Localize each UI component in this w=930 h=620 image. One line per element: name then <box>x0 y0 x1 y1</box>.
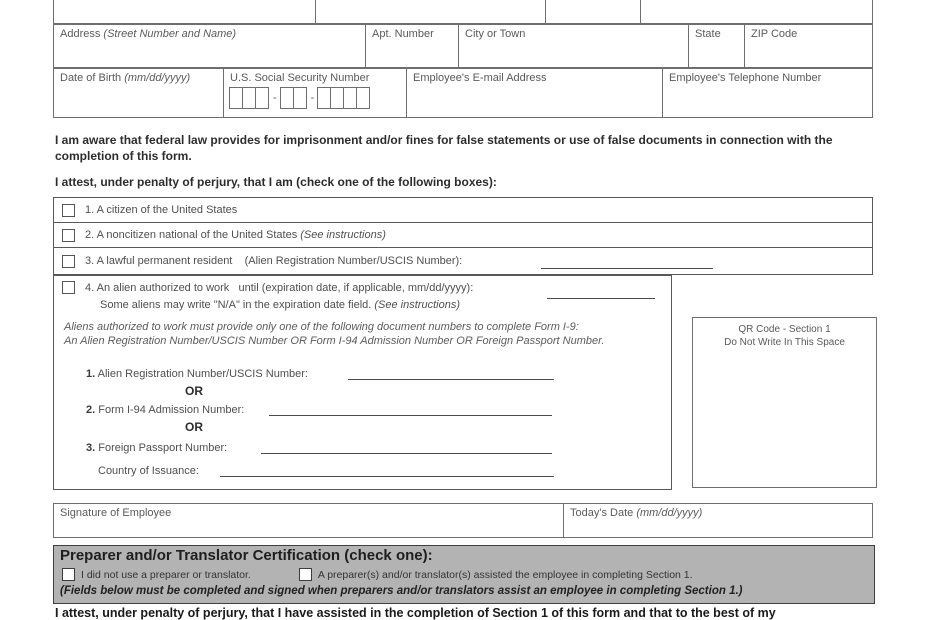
option-citizen-row[interactable] <box>53 197 873 223</box>
ssn-boxes[interactable] <box>230 87 400 109</box>
ssn-label: U.S. Social Security Number <box>230 72 370 84</box>
option-noncitizen-hint: (See instructions) <box>300 229 386 241</box>
preparer-attest-statement: I attest, under penalty of perjury, that I have assisted in the completion of Section 1 of this form and that to the best of my <box>55 606 776 620</box>
middle-initial-field[interactable] <box>546 0 641 23</box>
checkbox-permanent-resident[interactable] <box>62 255 75 268</box>
signature-row <box>53 503 873 538</box>
state-label: State <box>695 28 721 40</box>
todays-date-label: Today's Date <box>570 507 637 519</box>
address-hint: (Street Number and Name) <box>103 28 237 40</box>
zip-label: ZIP Code <box>751 28 798 40</box>
name-row <box>53 0 873 24</box>
option-resident-label: 3. A lawful permanent resident <box>85 255 245 267</box>
option-noncitizen-national-row[interactable] <box>53 222 873 248</box>
option-citizen-label: 1. A citizen of the United States <box>85 204 238 216</box>
city-field[interactable] <box>459 25 689 67</box>
ssn-digit-box[interactable] <box>317 87 331 109</box>
dob-field[interactable] <box>54 69 224 117</box>
address-field[interactable] <box>54 25 366 67</box>
first-name-field[interactable] <box>316 0 546 23</box>
alien-docs-intro-line2: An Alien Registration Number/USCIS Number OR Form I-94 Admission Number OR Foreign Passport Number. <box>64 335 605 347</box>
qr-box-line1: QR Code - Section 1 <box>738 324 831 335</box>
alien-note-hint: (See instructions) <box>374 299 460 311</box>
no-preparer-label: I did not use a preparer or translator. <box>81 568 251 581</box>
address-row <box>53 24 873 68</box>
todays-date-hint: (mm/dd/yyyy) <box>636 507 703 519</box>
ssn-digit-box[interactable] <box>356 87 370 109</box>
state-field[interactable] <box>689 25 745 67</box>
todays-date-field[interactable] <box>564 504 872 537</box>
option-permanent-resident-row[interactable] <box>53 247 873 275</box>
or-separator-2: OR <box>185 420 203 434</box>
option-resident-suffix: (Alien Registration Number/USCIS Number): <box>244 255 463 267</box>
foreign-passport-item: 3. Foreign Passport Number: <box>86 442 228 454</box>
ssn-digit-box[interactable] <box>242 87 256 109</box>
last-name-field[interactable] <box>54 0 316 23</box>
phone-field[interactable] <box>663 69 872 117</box>
ssn-digit-box[interactable] <box>343 87 357 109</box>
email-label: Employee's E-mail Address <box>413 72 547 84</box>
employee-signature-field[interactable] <box>54 504 564 537</box>
ssn-digit-box[interactable] <box>280 87 294 109</box>
or-separator-1: OR <box>185 384 203 398</box>
dob-ssn-row <box>53 68 873 118</box>
other-last-names-field[interactable] <box>641 0 872 23</box>
zip-field[interactable] <box>745 25 872 67</box>
preparer-section-title: Preparer and/or Translator Certification (check one): <box>60 547 433 564</box>
checkbox-alien-authorized[interactable] <box>62 281 75 294</box>
alien-registration-number-line[interactable] <box>348 378 554 380</box>
address-label: Address <box>60 28 104 40</box>
phone-label: Employee's Telephone Number <box>669 72 822 84</box>
preparer-certification-section <box>53 545 875 604</box>
country-of-issuance-line[interactable] <box>220 475 554 477</box>
checkbox-no-preparer[interactable] <box>62 568 75 581</box>
country-of-issuance-item: Country of Issuance: <box>98 465 199 477</box>
apt-number-label: Apt. Number <box>372 28 434 40</box>
attest-intro-statement: I attest, under penalty of perjury, that I am (check one of the following boxes): <box>55 175 497 189</box>
signature-label: Signature of Employee <box>60 507 172 519</box>
checkbox-noncitizen-national[interactable] <box>62 229 75 242</box>
ssn-field[interactable] <box>224 69 407 117</box>
checkbox-preparer-assisted[interactable] <box>299 568 312 581</box>
alien-note: Some aliens may write "N/A" in the expiration date field. <box>100 299 375 311</box>
foreign-passport-number-line[interactable] <box>261 452 552 454</box>
qr-box-line2: Do Not Write In This Space <box>724 337 845 348</box>
preparer-fields-note: (Fields below must be completed and signed when preparers and/or translators assist an employee in completing Section 1.) <box>60 585 743 597</box>
ssn-digit-box[interactable] <box>293 87 307 109</box>
ssn-digit-box[interactable] <box>330 87 344 109</box>
ssn-dash: - <box>310 92 315 104</box>
alien-registration-item: 1. Alien Registration Number/USCIS Number: <box>86 368 308 380</box>
i94-admission-number-line[interactable] <box>269 414 552 416</box>
dob-label: Date of Birth <box>60 72 125 84</box>
dob-hint: (mm/dd/yyyy) <box>124 72 191 84</box>
ssn-digit-box[interactable] <box>229 87 243 109</box>
expiration-date-line[interactable] <box>547 297 655 299</box>
federal-law-statement: I am aware that federal law provides for imprisonment and/or fines for false statements or use of false documents in connection with the completion of this form. <box>55 133 833 163</box>
i94-admission-item: 2. Form I-94 Admission Number: <box>86 404 245 416</box>
alien-docs-intro-line1: Aliens authorized to work must provide only one of the following document numbers to complete Form I-9: <box>64 321 579 333</box>
checkbox-citizen[interactable] <box>62 204 75 217</box>
option-alien-authorized-box <box>53 275 672 490</box>
option-alien-label: 4. An alien authorized to work until (expiration date, if applicable, mm/dd/yyyy): <box>85 281 474 294</box>
preparer-assisted-label: A preparer(s) and/or translator(s) assisted the employee in completing Section 1. <box>317 568 693 581</box>
option-noncitizen-label: 2. A noncitizen national of the United States <box>85 229 301 241</box>
alien-uscis-number-line[interactable] <box>541 267 713 269</box>
email-field[interactable] <box>407 69 663 117</box>
ssn-digit-box[interactable] <box>255 87 269 109</box>
city-label: City or Town <box>465 28 526 40</box>
ssn-dash: - <box>273 92 277 104</box>
apt-number-field[interactable] <box>366 25 459 67</box>
qr-code-box <box>692 317 877 488</box>
